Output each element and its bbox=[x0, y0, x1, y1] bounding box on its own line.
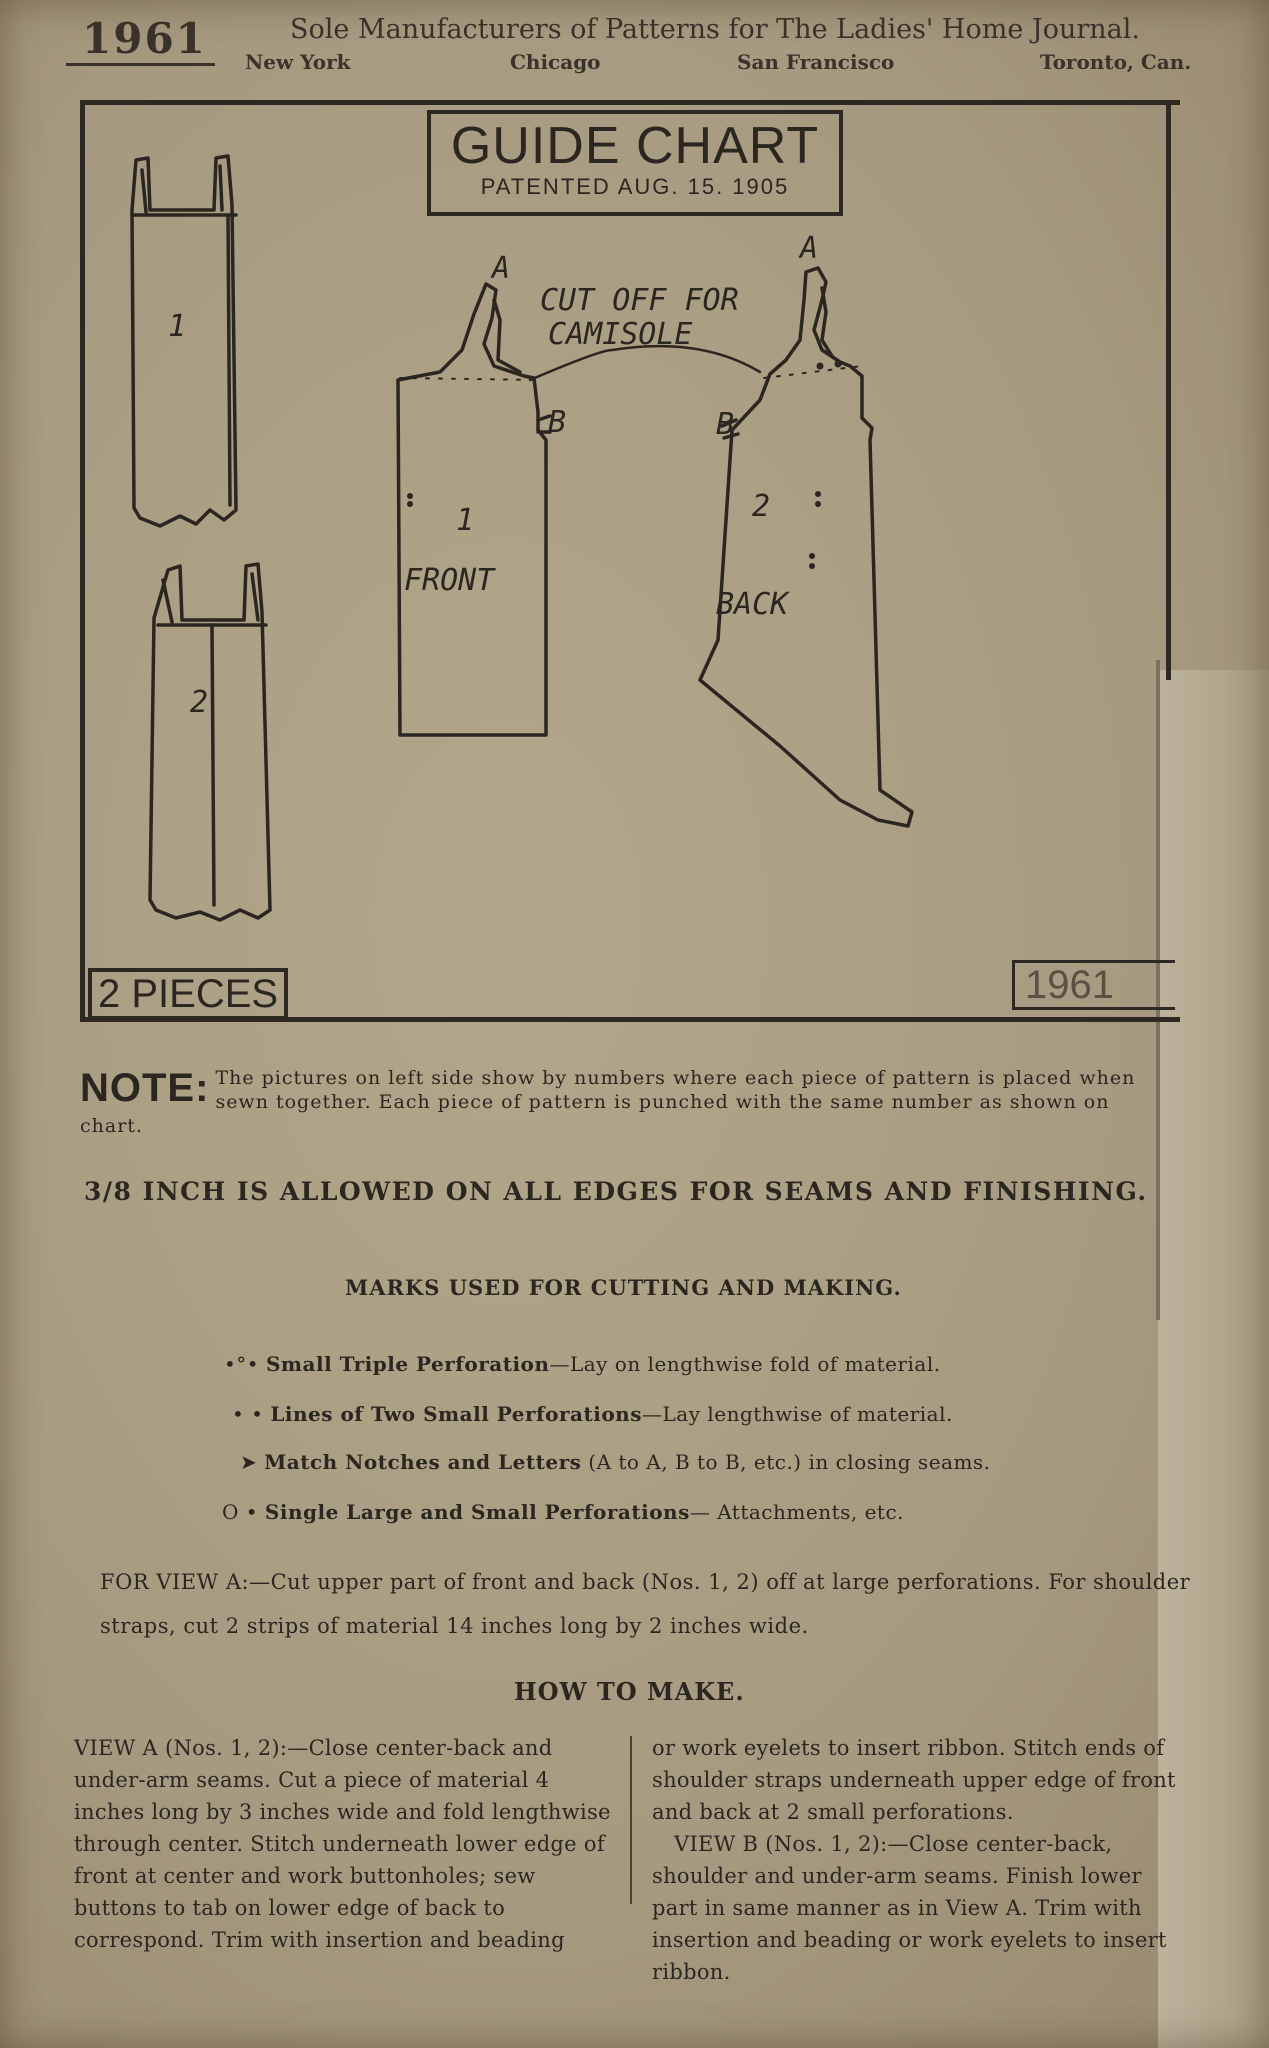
note-text: The pictures on left side show by numbers where each piece of pattern is placed when sewn together. Each piece of pattern is punched with the same number as shown on chart. bbox=[80, 1067, 1136, 1137]
mark-name: Match Notches and Letters bbox=[264, 1450, 582, 1474]
for-view-a: FOR VIEW A:—Cut upper part of front and back (Nos. 1, 2) off at large perforations. For shoulder straps, cut 2 strips of material 14 inches long by 2 inches wide. bbox=[100, 1570, 1191, 1638]
piece-2-back bbox=[700, 268, 912, 826]
seam-allowance: 3/8 INCH IS ALLOWED ON ALL EDGES FOR SEAMS AND FINISHING. bbox=[84, 1177, 1148, 1206]
mark-text: —Lay lengthwise of material. bbox=[641, 1402, 953, 1426]
piece-2-name: BACK bbox=[716, 587, 789, 622]
note-block bbox=[80, 1066, 1170, 1138]
letter-b-back: B bbox=[716, 407, 735, 442]
city-san-francisco: San Francisco bbox=[737, 50, 895, 74]
pattern-drawings bbox=[0, 0, 1269, 1020]
piece-2-number: 2 bbox=[752, 489, 771, 524]
how-to-make-left-column: VIEW A (Nos. 1, 2):—Close center-back and under-arm seams. Cut a piece of material 4 inches long by 3 inches wide and fold lengthwise through center. Stitch underneath lower edge of front at center and work buttonholes; sew buttons to tab on lower edge of back to correspond. Trim with insertion and beading bbox=[74, 1736, 611, 1952]
mark-name: Lines of Two Small Perforations bbox=[270, 1402, 642, 1426]
letter-a-back: A bbox=[800, 231, 819, 266]
column-divider bbox=[630, 1736, 632, 1904]
city-new-york: New York bbox=[245, 50, 351, 74]
mark-text: (A to A, B to B, etc.) in closing seams. bbox=[581, 1450, 991, 1474]
manufacturer-line: Sole Manufacturers of Patterns for The Ladies' Home Journal. bbox=[290, 14, 1140, 45]
city-toronto: Toronto, Can. bbox=[1040, 50, 1192, 74]
note-label: NOTE: bbox=[80, 1066, 210, 1110]
city-chicago: Chicago bbox=[510, 50, 601, 74]
piece-1-name: FRONT bbox=[404, 563, 495, 598]
mark-symbol: O • bbox=[222, 1500, 259, 1524]
mark-two-perforations bbox=[232, 1402, 953, 1426]
mark-notches bbox=[240, 1450, 991, 1474]
pieces-count-box: 2 PIECES bbox=[88, 968, 288, 1020]
view-sketch-1-label: 1 bbox=[168, 309, 187, 344]
how-to-make-right-column bbox=[652, 1732, 1192, 1988]
mark-single-perforations bbox=[222, 1500, 904, 1524]
mark-triple-perforation bbox=[224, 1352, 941, 1376]
letter-a-front: A bbox=[492, 251, 511, 286]
mark-symbol: • • bbox=[232, 1402, 264, 1426]
mark-symbol: ➤ bbox=[240, 1450, 258, 1474]
annotation-cut-off: CUT OFF FOR bbox=[540, 283, 739, 318]
view-sketch-2-label: 2 bbox=[190, 685, 209, 720]
view-sketch-2 bbox=[150, 564, 270, 920]
mark-symbol: •°• bbox=[224, 1352, 260, 1376]
how-to-make-title: HOW TO MAKE. bbox=[514, 1677, 745, 1706]
how-to-make-right-text-1: or work eyelets to insert ribbon. Stitch ends of shoulder straps underneath upper edge of front and back at 2 small perforations. bbox=[652, 1736, 1176, 1824]
guide-chart-title: GUIDE CHART bbox=[450, 117, 820, 175]
marks-title: MARKS USED FOR CUTTING AND MAKING. bbox=[345, 1275, 902, 1300]
mark-text: — Attachments, etc. bbox=[689, 1500, 905, 1524]
view-b-instructions: VIEW B (Nos. 1, 2):—Close center-back, shoulder and under-arm seams. Finish lower part in same manner as in View A. Trim with insertion and beading or work eyelets to insert ribbon. bbox=[652, 1832, 1167, 1984]
annotation-camisole: CAMISOLE bbox=[548, 317, 693, 352]
mark-text: —Lay on lengthwise fold of material. bbox=[549, 1352, 941, 1376]
pattern-number: 1961 bbox=[66, 14, 215, 66]
letter-b-front: B bbox=[548, 405, 567, 440]
mark-name: Small Triple Perforation bbox=[265, 1352, 550, 1376]
mark-name: Single Large and Small Perforations bbox=[264, 1500, 690, 1524]
piece-1-number: 1 bbox=[456, 503, 475, 538]
chart-stamp-number: 1961 bbox=[1012, 960, 1175, 1010]
patent-date: PATENTED AUG. 15. 1905 bbox=[480, 174, 790, 199]
